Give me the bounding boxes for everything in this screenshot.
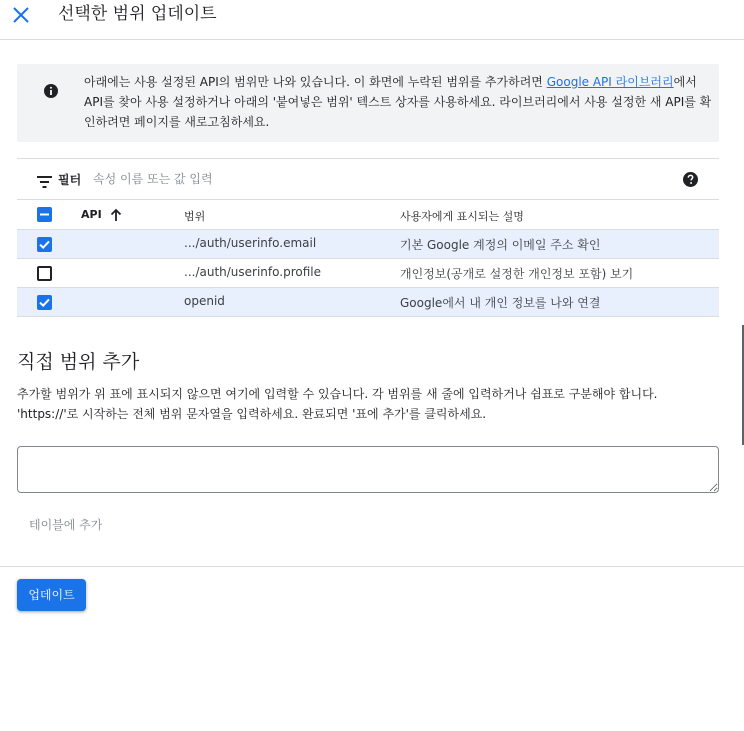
column-header-api[interactable]: API (81, 208, 102, 221)
close-icon[interactable] (10, 4, 32, 26)
add-to-table-button[interactable]: 테이블에 추가 (29, 518, 103, 532)
info-text-after: 에서 API를 찾아 사용 설정하거나 아래의 '붙여넣은 범위' 텍스트 상자를 사용하세요. 라이브러리에서 사용 설정한 새 API를 확인하려면 페이지를 새로고침하세요. (84, 75, 712, 129)
description-cell: Google에서 내 개인 정보를 나와 연결 (400, 296, 601, 310)
dialog-title: 선택한 범위 업데이트 (58, 4, 217, 24)
filter-label: 필터 (58, 173, 82, 187)
row-checkbox[interactable] (37, 295, 52, 310)
info-text-before: 아래에는 사용 설정된 API의 범위만 나와 있습니다. 이 화면에 누락된 범위를 추가하려면 (84, 75, 547, 89)
description-cell: 개인정보(공개로 설정한 개인정보 포함) 보기 (400, 267, 634, 281)
table-row[interactable] (17, 230, 719, 259)
manual-scopes-description: 추가할 범위가 위 표에 표시되지 않으면 여기에 입력할 수 있습니다. 각 범위를 새 줄에 입력하거나 쉼표로 구분해야 합니다. 'https://'로 시작하는 전체 범위 문자열을 입력하세요. 완료되면 '표에 추가'를 클릭하세요. (17, 387, 658, 421)
checkbox-checked-icon (37, 237, 52, 252)
checkbox-indeterminate-icon (37, 207, 52, 222)
scope-cell: .../auth/userinfo.profile (184, 265, 321, 279)
info-icon (44, 83, 58, 97)
divider (0, 566, 744, 567)
select-all-checkbox[interactable] (37, 207, 52, 222)
api-library-link[interactable]: Google API 라이브러리 (546, 75, 674, 89)
filter-icon (37, 173, 52, 185)
description-cell: 기본 Google 계정의 이메일 주소 확인 (400, 238, 601, 252)
info-text (84, 72, 712, 132)
checkbox-checked-icon (37, 295, 52, 310)
scope-cell: openid (184, 294, 225, 308)
sort-arrow-up-icon[interactable] (109, 207, 123, 221)
row-checkbox[interactable] (37, 266, 52, 281)
help-icon[interactable] (683, 172, 698, 187)
column-header-description: 사용자에게 표시되는 설명 (400, 210, 524, 223)
column-header-scope: 범위 (184, 210, 206, 223)
manual-scopes-textarea[interactable] (17, 446, 719, 493)
update-button[interactable]: 업데이트 (17, 579, 86, 611)
table-row[interactable] (17, 259, 719, 288)
info-banner (17, 64, 719, 142)
dialog-header (0, 0, 744, 40)
row-checkbox[interactable] (37, 237, 52, 252)
table-row[interactable] (17, 288, 719, 317)
manual-scopes-title: 직접 범위 추가 (17, 351, 140, 373)
table-header-row (17, 200, 719, 230)
scopes-table (17, 158, 719, 317)
scope-cell: .../auth/userinfo.email (184, 236, 317, 250)
filter-input[interactable] (93, 168, 593, 190)
filter-bar (17, 159, 719, 200)
